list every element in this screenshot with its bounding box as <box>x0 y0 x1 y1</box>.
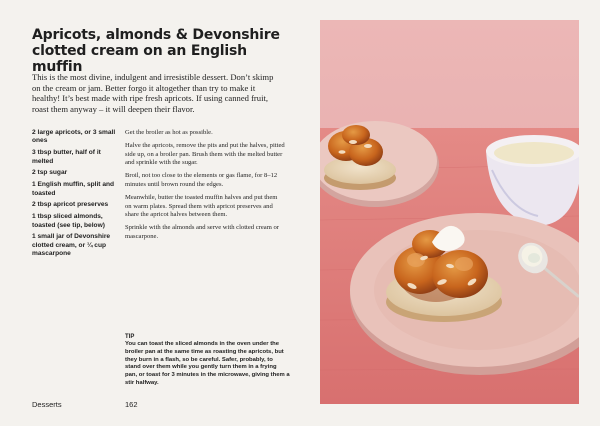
ingredient-item: 2 large apricots, or 3 small ones <box>32 129 116 145</box>
method-steps <box>125 129 285 246</box>
ingredient-item: 1 tbsp sliced almonds, toasted (see tip, below) <box>32 213 105 229</box>
tip-label: TIP <box>125 334 135 340</box>
recipe-intro: This is the most divine, indulgent and irresistible dessert. Don’t skimp on the cream or jam. Better forgo it altogether than try to make it healthy! It’s best made with ripe fresh apricots. If using canned fruit, roast them anyway – it will deepen their flavor. <box>32 72 274 114</box>
ingredient-item: 2 tsp sugar <box>32 169 68 177</box>
ingredient-item: 2 tbsp apricot preserves <box>32 201 109 209</box>
dessert-photo <box>320 20 579 404</box>
tip-box <box>125 333 290 388</box>
method-step: Get the broiler as hot as possible. <box>125 129 213 136</box>
recipe-title: Apricots, almonds & Devonshire clotted cream on an English muffin <box>32 27 280 75</box>
method-step: Halve the apricots, remove the pits and put the halves, pitted side up, on a broiler pan. Brush them with the melted butter and sprinkle with the sugar. <box>125 142 285 167</box>
ingredient-item: 1 English muffin, split and toasted <box>32 181 115 197</box>
page-number: 162 <box>125 400 138 409</box>
method-step: Broil, not too close to the elements or gas flame, for 8–12 minutes until brown round the edges. <box>125 172 278 188</box>
tip-text: You can toast the sliced almonds in the oven under the broiler pan at the same time as roasting the apricots, but they burn in a flash, so be careful. Safer, probably, to stand over them while you gently turn them in a frying pan, or toast for 3 minutes in the microwave, giving them a stir halfway. <box>125 341 290 386</box>
footer-section-name: Desserts <box>32 400 62 409</box>
ingredient-item: 1 small jar of Devonshire clotted cream, or ¼ cup mascarpone <box>32 233 111 258</box>
ingredient-item: 3 tbsp butter, half of it melted <box>32 149 101 165</box>
ingredient-list <box>32 129 122 262</box>
method-step: Sprinkle with the almonds and serve with clotted cream or mascarpone. <box>125 224 279 240</box>
right-page <box>300 0 600 426</box>
method-step: Meanwhile, butter the toasted muffin halves and put them on warm plates. Spread them with apricot preserves and share the apricot halves between them. <box>125 194 278 219</box>
